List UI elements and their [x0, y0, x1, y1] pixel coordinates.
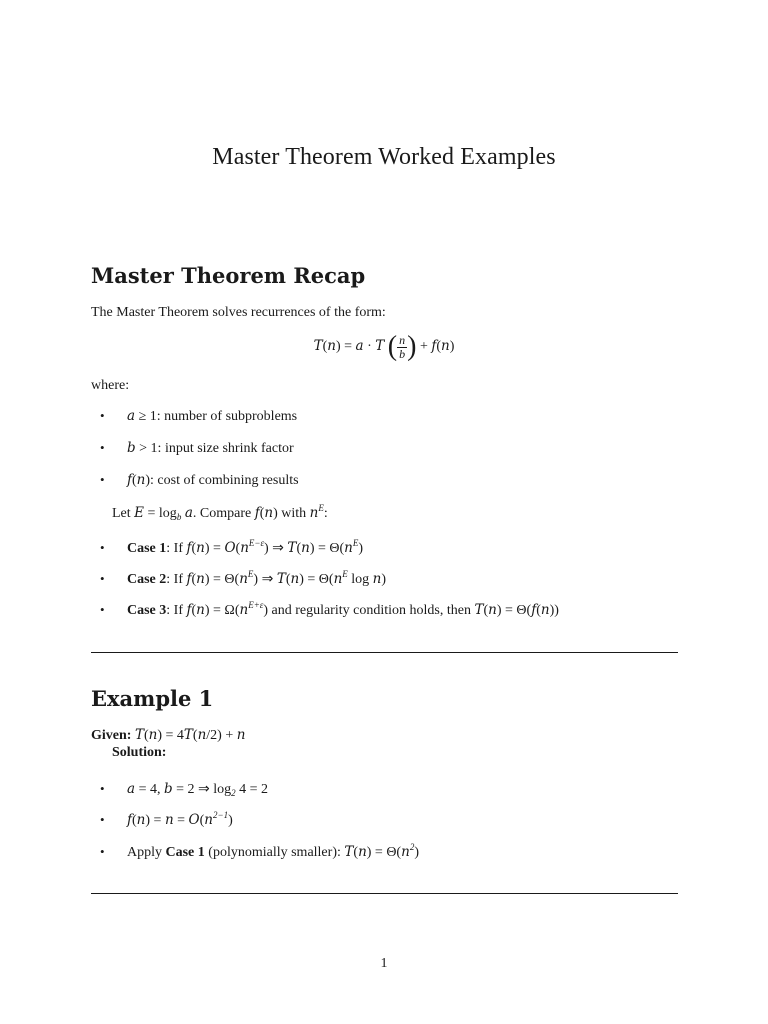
bullet-icon: • [100, 408, 105, 423]
given-line: Given: T(n) = 4T(n/2) + n [91, 727, 246, 743]
list-item: • b > 1: input size shrink factor [100, 440, 294, 456]
section-heading-recap: Master Theorem Recap [91, 263, 366, 288]
recurrence-equation: T(n) = a · T ( $\frac{n}{b}$ ) + f(n) [313, 331, 455, 362]
list-item: • $f(n) = n = O(n^{2-1})$ [100, 810, 233, 828]
bullet-icon: • [100, 440, 105, 455]
case-label: Case 2 [127, 572, 167, 587]
bullet-icon: • [100, 571, 105, 586]
section-divider [91, 652, 678, 653]
case-label: Case 1 [127, 541, 167, 556]
bullet-icon: • [100, 472, 105, 487]
bullet-icon: • [100, 812, 105, 827]
solution-label: Solution: [112, 745, 167, 760]
document-title: Master Theorem Worked Examples [212, 144, 556, 170]
let-line: Let $E = \log_b a$. Compare f(n) with $n^E$: [112, 503, 328, 522]
case-item: • Case 2: If $f(n) = \Theta(n^E)$ ⇒ $T(n) = \Theta(n^E$ log n) [100, 569, 387, 587]
case-label: Case 3 [127, 603, 167, 618]
bullet-icon: • [100, 540, 105, 555]
section-heading-example-1: Example 1 [91, 686, 214, 711]
list-item: • f(n): cost of combining results [100, 472, 299, 488]
list-item: • Apply Case 1 (polynomially smaller): $T(n) = \Theta(n^2)$ [100, 842, 419, 860]
bullet-icon: • [100, 781, 105, 796]
list-item: • a ≥ 1: number of subproblems [100, 408, 298, 424]
given-label: Given: [91, 728, 132, 743]
recap-intro: The Master Theorem solves recurrences of the form: [91, 305, 386, 320]
case-item: • Case 1: If $f(n) = O(n^{E-\varepsilon})$ ⇒ $T(n) = \Theta(n^E)$ [100, 538, 364, 556]
case-item: • Case 3: If $f(n) = \Omega(n^{E+\varepsilon})$ and regularity condition holds, then T(n) = Θ(f(n)) [100, 600, 559, 618]
bullet-icon: • [100, 844, 105, 859]
where-label: where: [91, 378, 130, 393]
section-divider [91, 893, 678, 894]
list-item: • a = 4, b = 2 ⇒ $\log_2 4 = 2$ [100, 781, 269, 798]
bullet-icon: • [100, 602, 105, 617]
page-number: 1 [380, 956, 388, 971]
